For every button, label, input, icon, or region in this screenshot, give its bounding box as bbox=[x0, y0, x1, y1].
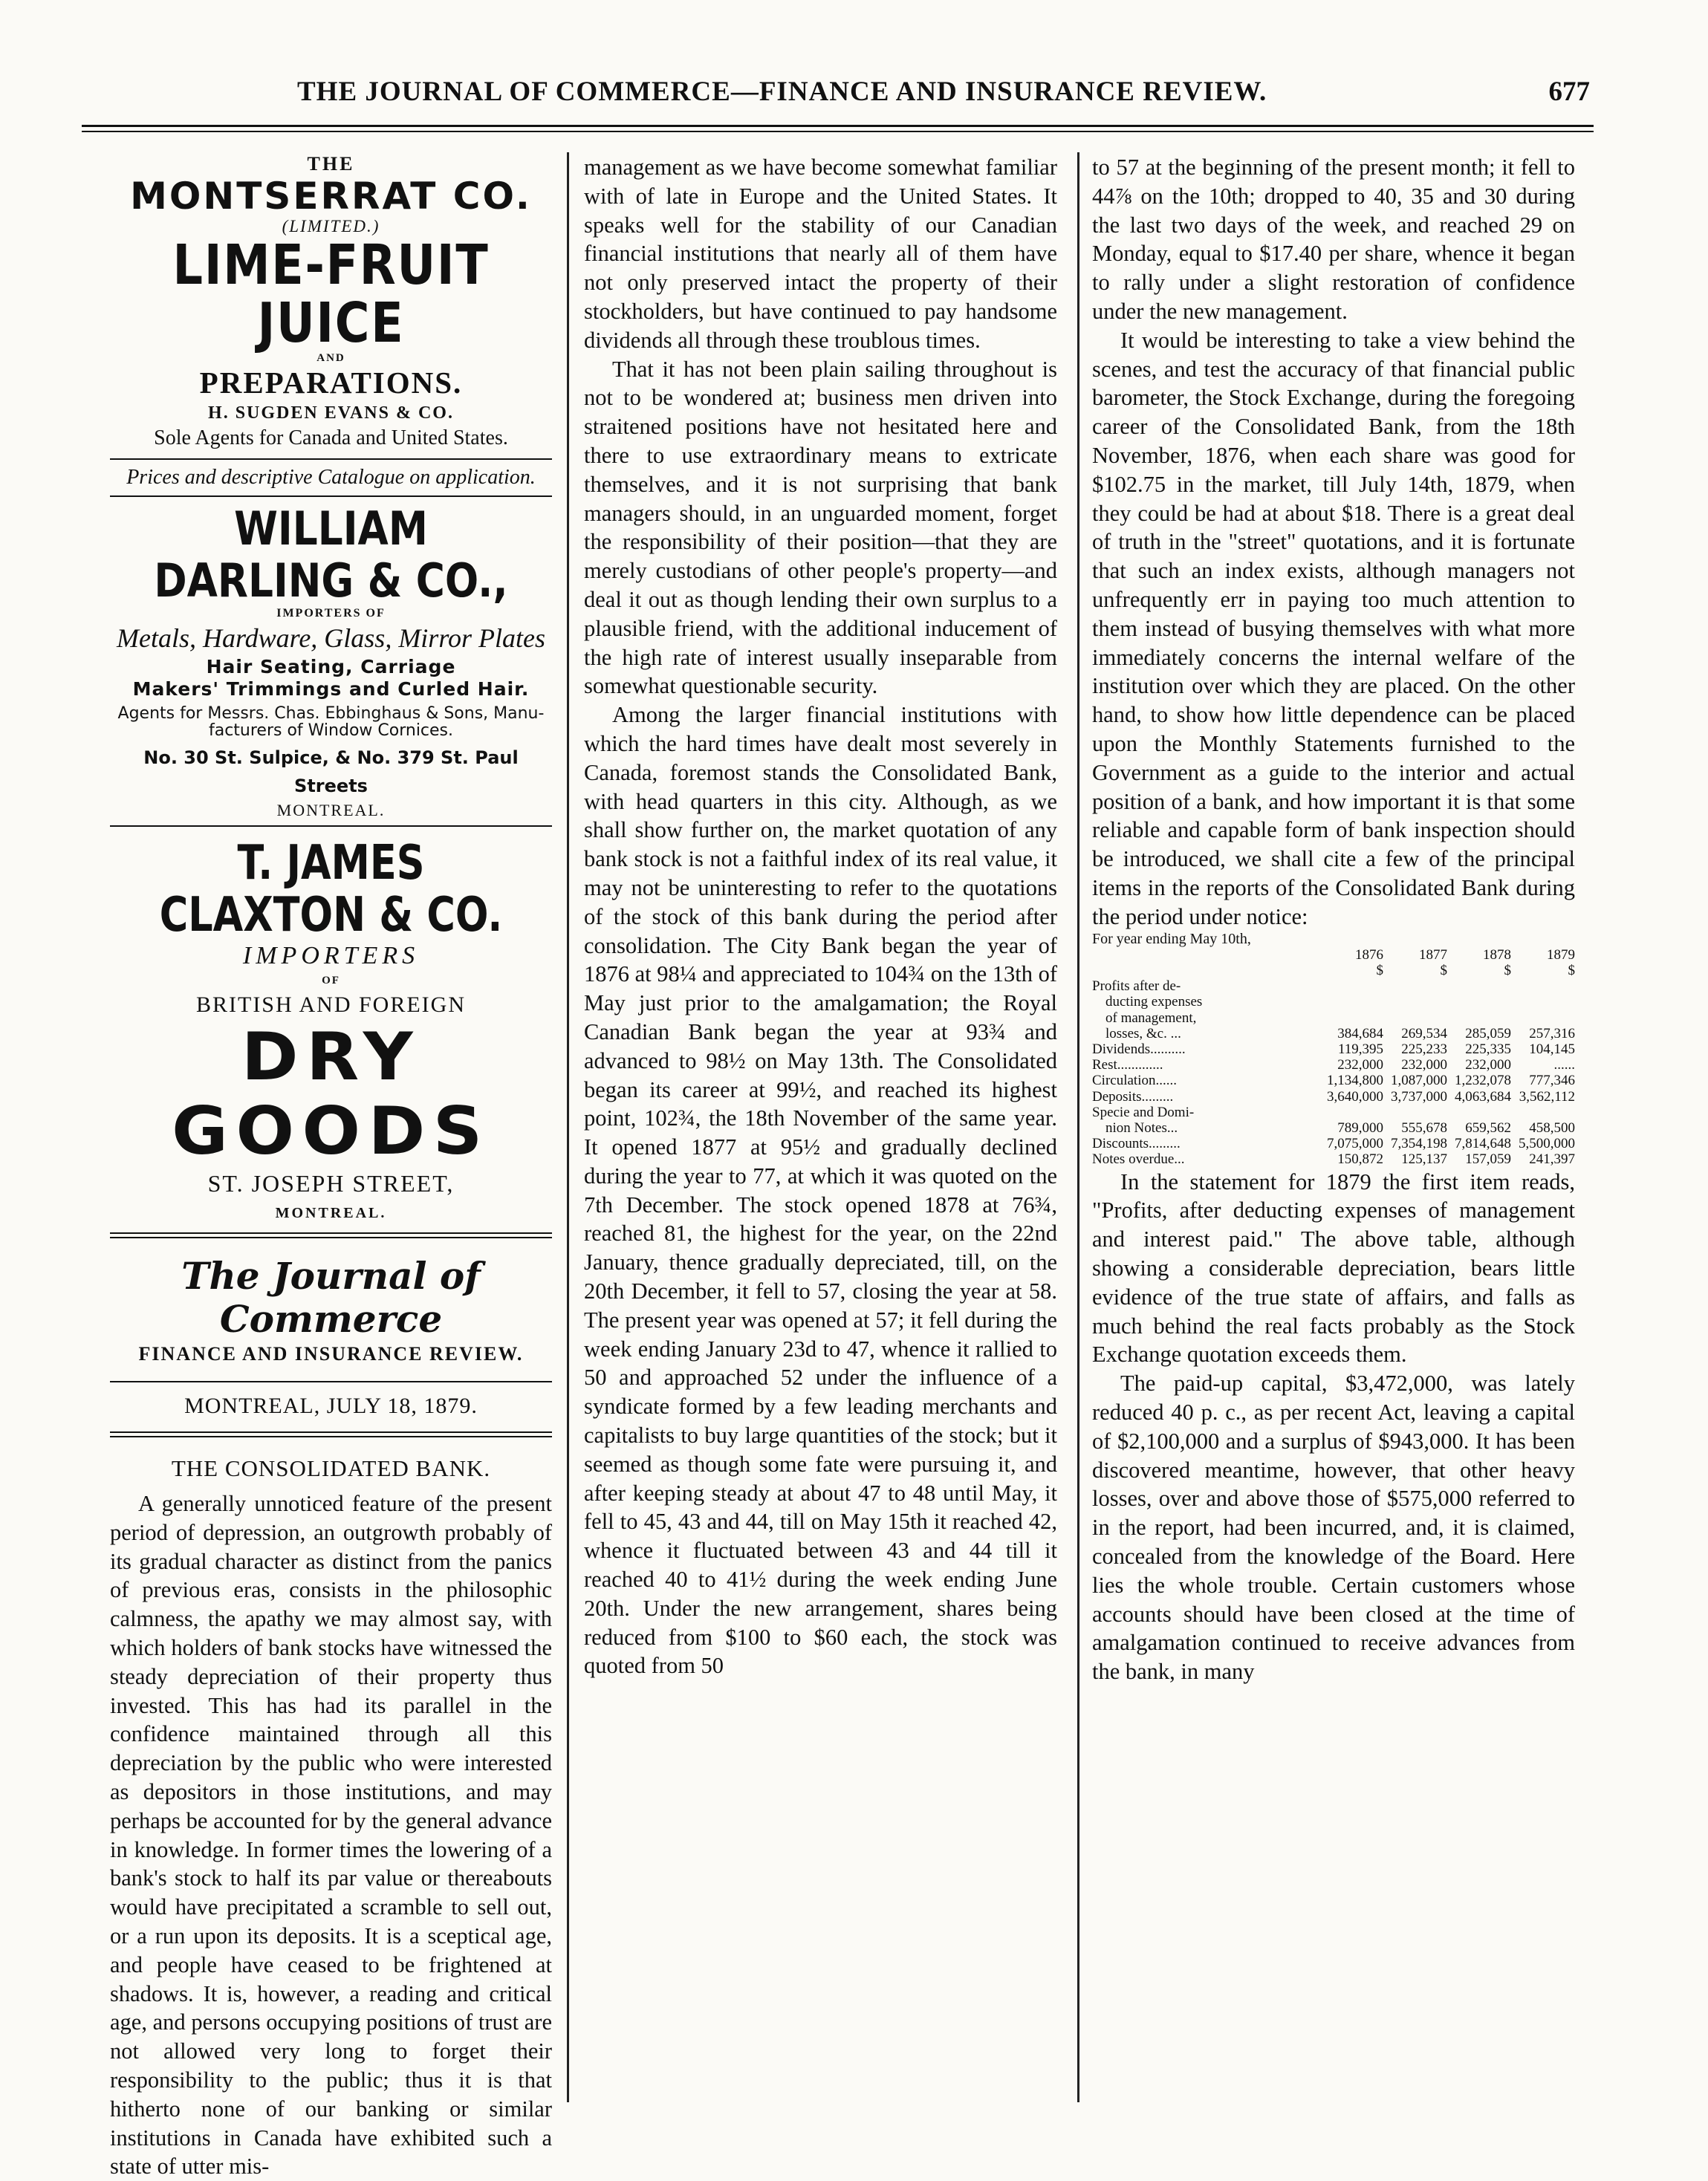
table-cell bbox=[1511, 978, 1575, 994]
article-paragraph: A generally unnoticed feature of the present period of depression, an outgrowth probably of its gradual character as distinct from the panics of previous eras, consists in the philosophic calmness, the apathy we may almost say, with which holders of bank stocks have witnessed the steady depreciation of their property thus invested. This has had its parallel in the confidence maintained through all this depreciation by the public who were interested as depositors in those institutions, and may perhaps be accounted for by the general advance in knowledge. In former times the lowering of a bank's stock to half its par value or thereabouts would have precipitated a scramble to sell out, or a run upon its deposits. It is a sceptical age, and people have ceased to be frightened at shadows. It is, however, a reading and critical age, and persons occupying positions of trust are not allowed very long to forget their responsibility to the public; thus it is that hitherto none of our banking or similar institutions in Canada have exhibited such a state of utter mis- bbox=[110, 1491, 552, 2180]
article-paragraph: to 57 at the beginning of the present month; it fell to 44⅞ on the 10th; dropped to 40, 35 and 30 during the last two days of the week, and reached 29 on Monday, equal to $17.40 per share, whence it began to rally under a slight restoration of confidence under the new management. bbox=[1092, 155, 1575, 324]
table-cell bbox=[1383, 994, 1447, 1010]
masthead-subtitle: FINANCE AND INSURANCE REVIEW. bbox=[138, 1343, 524, 1365]
unit-header: $ bbox=[1376, 962, 1383, 978]
ad-text: OF bbox=[322, 975, 340, 987]
table-cell bbox=[1383, 1105, 1447, 1120]
table-row bbox=[1092, 1010, 1575, 1026]
row-label: of management, bbox=[1105, 1010, 1197, 1026]
ad-address: No. 30 St. Sulpice, & No. 379 St. Paul Streets bbox=[143, 747, 519, 796]
table-row bbox=[1092, 1057, 1575, 1073]
table-cell bbox=[1511, 1010, 1575, 1026]
table-cell: 789,000 bbox=[1337, 1119, 1383, 1136]
table-row bbox=[1092, 994, 1575, 1010]
table-cell bbox=[1511, 994, 1575, 1010]
column-rule bbox=[567, 152, 569, 2102]
ad-divider bbox=[110, 495, 552, 497]
ad-text: BRITISH AND FOREIGN bbox=[195, 992, 467, 1017]
table-cell: 7,814,648 bbox=[1455, 1136, 1511, 1152]
table-cell: 225,233 bbox=[1401, 1041, 1447, 1057]
table-cell: 104,145 bbox=[1529, 1041, 1575, 1057]
ad-text: PREPARATIONS. bbox=[199, 365, 463, 400]
table-caption: For year ending May 10th, bbox=[1092, 930, 1251, 947]
year-header: 1877 bbox=[1419, 946, 1447, 963]
table-cell: 7,354,198 bbox=[1391, 1136, 1447, 1152]
article-paragraph: In the statement for 1879 the first item reads, "Profits, after deducting expenses of management and interest paid." The above table, although showing a considerable depreciation, bears little evidence of the true state of affairs, and falls as much behind the real facts probably as the Stock Exchange quotation exceeds them. bbox=[1092, 1168, 1575, 1368]
table-cell: 555,678 bbox=[1401, 1119, 1447, 1136]
table-cell: 4,063,684 bbox=[1455, 1088, 1511, 1105]
row-label: Dividends.......... bbox=[1092, 1041, 1186, 1057]
row-label: ducting expenses bbox=[1105, 994, 1203, 1010]
table-cell bbox=[1447, 994, 1511, 1010]
masthead bbox=[110, 1255, 552, 1437]
table-cell bbox=[1319, 1010, 1383, 1026]
ad-text: AND bbox=[316, 352, 345, 364]
ad-company-name: MONTSERRAT CO. bbox=[130, 175, 532, 218]
table-cell: 659,562 bbox=[1465, 1119, 1511, 1136]
table-cell: 269,534 bbox=[1401, 1025, 1447, 1041]
ad-agents: H. SUGDEN EVANS & CO. bbox=[208, 403, 454, 423]
ad-city: MONTREAL. bbox=[276, 801, 386, 819]
ad-divider bbox=[110, 825, 552, 827]
ad-divider bbox=[110, 1232, 552, 1238]
article-column-3 bbox=[1092, 153, 1575, 1686]
row-label: Specie and Domi- bbox=[1092, 1104, 1195, 1120]
ad-text: THE bbox=[307, 153, 355, 175]
table-cell: 241,397 bbox=[1529, 1151, 1575, 1168]
table-header-years bbox=[1092, 947, 1575, 963]
table-cell bbox=[1383, 978, 1447, 994]
table-cell bbox=[1383, 1010, 1447, 1026]
article-column-2 bbox=[584, 153, 1057, 1680]
row-label: Notes overdue... bbox=[1092, 1151, 1185, 1168]
table-cell bbox=[1447, 978, 1511, 994]
table-cell: 1,232,078 bbox=[1455, 1073, 1511, 1089]
ad-claxton bbox=[110, 837, 552, 1228]
table-cell: ...... bbox=[1553, 1057, 1575, 1073]
article-paragraph: It would be interesting to take a view behind the scenes, and test the accuracy of that financial public barometer, the Stock Exchange, during the foregoing career of the Consolidated Bank, from the 18th November, 1876, when each share was good for $102.75 in the market, till July 14th, 1879, when they could be had at about $18. There is a great deal of truth in the "street" quotations, and it is fortunate that such an index exists, although managers not unfrequently err in paying too much attention to them instead of busying themselves with what more immediately concerns the internal welfare of the institution over which they are placed. On the other hand, to show how little dependence can be placed upon the Monthly Statements furnished to the Government as a guide to the interior and actual position of a bank, and how important it is that some reliable and capable form of bank inspection should be introduced, we shall cite a few of the principal items in the reports of the Consolidated Bank during the period under notice: bbox=[1092, 327, 1575, 929]
ad-darling bbox=[110, 503, 552, 821]
header-rule-top bbox=[82, 125, 1594, 127]
table-cell: 285,059 bbox=[1465, 1025, 1511, 1041]
ad-text: Prices and descriptive Catalogue on application. bbox=[126, 466, 536, 489]
row-label: losses, &c. ... bbox=[1105, 1025, 1181, 1041]
year-header: 1879 bbox=[1547, 946, 1575, 963]
ad-text: IMPORTERS OF bbox=[276, 607, 386, 620]
ad-text: Hair Seating, Carriage bbox=[206, 656, 456, 677]
page-header bbox=[82, 76, 1590, 110]
row-label: nion Notes... bbox=[1105, 1119, 1178, 1136]
unit-header: $ bbox=[1504, 962, 1511, 978]
table-cell: 232,000 bbox=[1401, 1057, 1447, 1073]
table-cell: 384,684 bbox=[1337, 1025, 1383, 1041]
ad-text: facturers of Window Cornices. bbox=[208, 721, 454, 740]
table-cell: 1,087,000 bbox=[1391, 1073, 1447, 1089]
table-cell: 1,134,800 bbox=[1327, 1073, 1383, 1089]
table-cell bbox=[1319, 978, 1383, 994]
row-label: Deposits......... bbox=[1092, 1088, 1174, 1105]
table-row bbox=[1092, 1151, 1575, 1167]
table-cell bbox=[1447, 1010, 1511, 1026]
ad-city: MONTREAL. bbox=[275, 1205, 387, 1221]
table-cell bbox=[1447, 1105, 1511, 1120]
ad-product: LIME-FRUIT JUICE bbox=[172, 233, 490, 355]
article-paragraph: That it has not been plain sailing throughout is not to be wondered at; business men driven into straitened positions have not hesitated here and there to use extraordinary means to extricate themselves, and it is not surprising that bank managers should, in an unguarded moment, forget the responsibility of their position—that they are merely custodians of other people's property—and deal it out as though lending their own surplus to a plausible friend, with the additional inducement of the high rate of interest usually inseparable from somewhat questionable security. bbox=[584, 356, 1057, 699]
table-cell: 119,395 bbox=[1337, 1041, 1383, 1057]
table-cell: 225,335 bbox=[1465, 1041, 1511, 1057]
row-label: Profits after de- bbox=[1092, 978, 1181, 995]
article-paragraph: Among the larger financial institutions with which the hard times have dealt most severely in Canada, foremost stands the Consolidated Bank, with head quarters in this city. Although, as we shall show further on, the market quotation of any bank stock is not a faithful index of its real value, it may not be uninteresting to refer to the quotations of the stock of this bank during the period after consolidation. The City Bank began the year of 1876 at 98¼ and appreciated to 104¾ on the 13th of May just prior to the amalgamation; the Royal Canadian Bank began the year at 93¾ and advanced to 98½ on May 13th. The Consolidated began its career at 99½, and reached its highest point, 102¾, the 18th November of the same year. It opened 1877 at 95½ and gradually declined during the year to 77, at which it was quoted on the 7th December. The stock opened 1878 at 76¾, reached 81, the highest for the year, on the 22nd January, thence gradually depreciated, till, on the 20th December, it fell to 57, closing the year at 58. The present year was opened at 57; it fell during the week ending January 23d to 47, whence it rallied to 50 and approached 52 under the influence of a syndicate formed by a few leading merchants and capitalists to buy large quantities of the stock; but it seemed as though some fate were pursuing it, and after keeping steady at about 47 to 48 until May, it fell to 45, 43 and 44, till on May 15th it reached 42, whence it fluctuated between 43 and 44 till it reached 40 to 41½ during the week ending June 20th. Under the new arrangement, shares being reduced from $100 to $60 each, the stock was quoted from 50 bbox=[584, 702, 1057, 1679]
row-label: Rest............. bbox=[1092, 1057, 1163, 1073]
table-row bbox=[1092, 1089, 1575, 1105]
article-paragraph: management as we have become somewhat familiar with of late in Europe and the United States. It speaks well for the stability of our Canadian financial institutions that nearly all of them have not only preserved intact the property of their stockholders, but have continued to pay handsome dividends all through these troublous times. bbox=[584, 155, 1057, 353]
table-cell: 3,737,000 bbox=[1391, 1088, 1447, 1105]
ad-product: DRY GOODS bbox=[172, 1018, 490, 1169]
table-row bbox=[1092, 1105, 1575, 1120]
row-label: Circulation...... bbox=[1092, 1073, 1177, 1089]
table-row bbox=[1092, 978, 1575, 994]
table-cell: 3,562,112 bbox=[1519, 1088, 1575, 1105]
masthead-title: The Journal of Commerce bbox=[181, 1254, 481, 1341]
unit-header: $ bbox=[1568, 962, 1575, 978]
unit-header: $ bbox=[1440, 962, 1447, 978]
article-start bbox=[110, 1454, 552, 2181]
issue-date: MONTREAL, JULY 18, 1879. bbox=[184, 1394, 478, 1418]
table-cell: 125,137 bbox=[1401, 1151, 1447, 1168]
table-cell bbox=[1511, 1105, 1575, 1120]
ad-text: IMPORTERS bbox=[242, 942, 420, 969]
table-row bbox=[1092, 1073, 1575, 1088]
table-row bbox=[1092, 1041, 1575, 1057]
table-cell: 232,000 bbox=[1337, 1057, 1383, 1073]
column-rule bbox=[1077, 152, 1079, 2102]
article-heading: THE CONSOLIDATED BANK. bbox=[171, 1455, 491, 1481]
advertisement-column bbox=[110, 153, 552, 2181]
table-cell: 777,346 bbox=[1529, 1073, 1575, 1089]
article-paragraph: The paid-up capital, $3,472,000, was lately reduced 40 p. c., as per recent Act, leaving a capital of $2,100,000 and a surplus of $943,000. It has been discovered meantime, however, that other heavy losses, over and above those of $575,000 referred to in the report, had been incurred, and, it is claimed, concealed from the knowledge of the Board. Here lies the whole trouble. Certain customers whose accounts should have been closed at the time of amalgamation continued to receive advances from the bank, in many bbox=[1092, 1371, 1575, 1685]
year-header: 1876 bbox=[1355, 946, 1383, 963]
table-cell: 7,075,000 bbox=[1327, 1136, 1383, 1152]
running-title: THE JOURNAL OF COMMERCE—FINANCE AND INSURANCE REVIEW. bbox=[297, 77, 1267, 107]
table-cell: 150,872 bbox=[1337, 1151, 1383, 1168]
ad-text: Metals, Hardware, Glass, Mirror Plates bbox=[116, 623, 545, 653]
header-rule-bottom bbox=[82, 131, 1594, 132]
ad-text: Agents for Messrs. Chas. Ebbinghaus & Sons, Manu- bbox=[117, 704, 545, 723]
ad-montserrat bbox=[110, 153, 552, 491]
table-cell: 3,640,000 bbox=[1327, 1088, 1383, 1105]
ad-address: ST. JOSEPH STREET, bbox=[207, 1170, 455, 1197]
table-row bbox=[1092, 1120, 1575, 1136]
page-number: 677 bbox=[1548, 77, 1590, 107]
table-cell bbox=[1319, 1105, 1383, 1120]
ad-text: (LIMITED.) bbox=[282, 217, 380, 235]
bank-figures-table bbox=[1092, 932, 1575, 1168]
table-header-units bbox=[1092, 963, 1575, 978]
table-cell: 5,500,000 bbox=[1519, 1136, 1575, 1152]
ad-company-name: T. JAMES CLAXTON & CO. bbox=[159, 836, 503, 943]
table-row bbox=[1092, 1026, 1575, 1041]
table-cell: 232,000 bbox=[1465, 1057, 1511, 1073]
table-row bbox=[1092, 1136, 1575, 1151]
table-cell bbox=[1319, 994, 1383, 1010]
ad-company-name: WILLIAM DARLING & CO., bbox=[154, 501, 508, 608]
ad-text: Makers' Trimmings and Curled Hair. bbox=[132, 678, 530, 700]
table-cell: 157,059 bbox=[1465, 1151, 1511, 1168]
ad-text: Sole Agents for Canada and United States. bbox=[154, 426, 508, 449]
table-cell: 257,316 bbox=[1529, 1025, 1575, 1041]
year-header: 1878 bbox=[1483, 946, 1511, 963]
table-cell: 458,500 bbox=[1529, 1119, 1575, 1136]
row-label: Discounts......... bbox=[1092, 1136, 1181, 1152]
